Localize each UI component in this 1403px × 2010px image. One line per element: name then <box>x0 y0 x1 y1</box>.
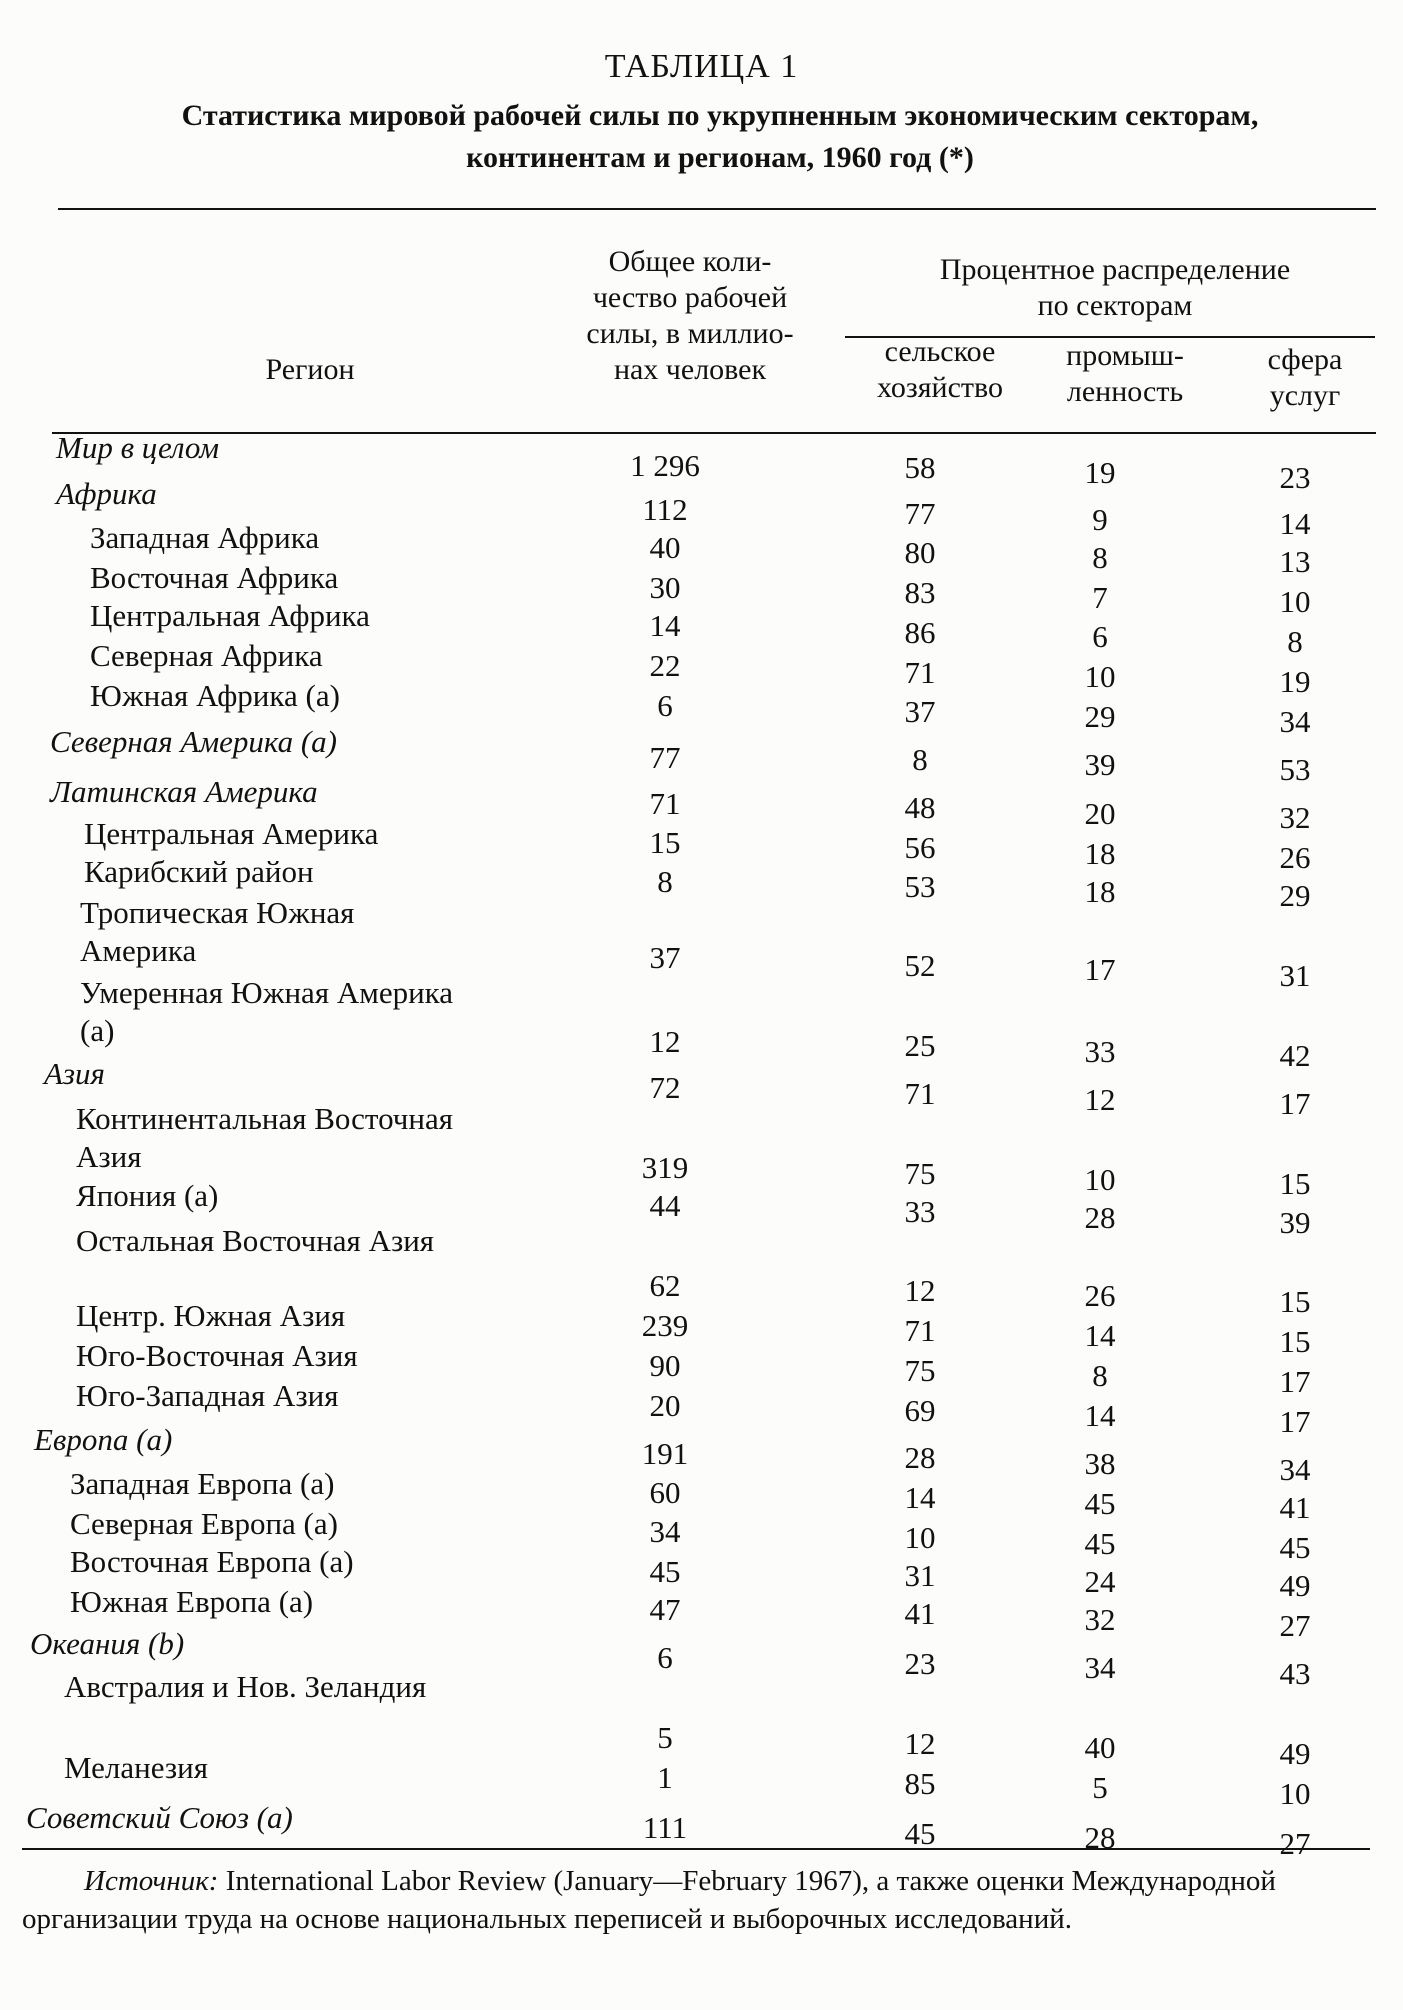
region-name: Восточная Европа (а) <box>70 1544 354 1579</box>
region-name: Африка <box>56 476 157 511</box>
table-title: ТАБЛИЦА 1 <box>604 48 799 85</box>
agriculture-share: 41 <box>904 1596 936 1631</box>
labor-force-total: 5 <box>657 1720 673 1755</box>
header-total-line-3: силы, в миллио- <box>586 317 794 350</box>
services-share: 29 <box>1279 878 1311 913</box>
header-distribution-line-1: Процентное распределение <box>939 253 1291 286</box>
subtitle-line-1: Статистика мировой рабочей силы по укрупненным экономическим секторам, <box>181 99 1259 132</box>
region-name: Южная Африка (а) <box>90 678 340 713</box>
industry-share: 39 <box>1084 747 1116 782</box>
industry-share: 17 <box>1084 952 1116 987</box>
industry-share: 33 <box>1084 1034 1116 1069</box>
industry-share: 29 <box>1084 699 1116 734</box>
region-name: Центр. Южная Азия <box>76 1298 346 1333</box>
agriculture-share: 23 <box>904 1646 936 1681</box>
agriculture-share: 77 <box>904 496 936 531</box>
industry-share: 10 <box>1084 1162 1116 1197</box>
subtitle-line-2: континентам и регионам, 1960 год (*) <box>466 141 974 174</box>
bottom-rule <box>22 1848 1370 1850</box>
industry-share: 14 <box>1084 1398 1116 1433</box>
region-name: Япония (а) <box>76 1178 219 1213</box>
industry-share: 18 <box>1084 836 1116 871</box>
footnote-text: International Labor Review (January—February 1967), а также оценки Международной организации труда на основе национальных переписей и выборочных исследований. <box>22 1865 1276 1935</box>
industry-share: 28 <box>1084 1820 1116 1855</box>
services-share: 32 <box>1279 800 1311 835</box>
header-bottom-rule <box>52 432 1376 434</box>
agriculture-share: 75 <box>904 1353 936 1388</box>
region-name: Центральная Америка <box>84 816 379 851</box>
header-industry-line-1: промыш- <box>1066 339 1184 372</box>
industry-share: 28 <box>1084 1200 1116 1235</box>
agriculture-share: 48 <box>904 790 936 825</box>
services-share: 10 <box>1279 1776 1311 1811</box>
services-share: 17 <box>1279 1364 1311 1399</box>
industry-share: 5 <box>1092 1770 1108 1805</box>
labor-force-total: 60 <box>649 1475 681 1510</box>
agriculture-share: 10 <box>904 1520 936 1555</box>
industry-share: 20 <box>1084 796 1116 831</box>
header-total-line-4: нах человек <box>613 353 767 386</box>
header-agriculture <box>845 334 1035 406</box>
header-total <box>540 244 840 388</box>
services-share: 42 <box>1279 1038 1311 1073</box>
industry-share: 34 <box>1084 1650 1116 1685</box>
industry-share: 45 <box>1084 1486 1116 1521</box>
labor-force-total: 191 <box>641 1436 689 1471</box>
agriculture-share: 12 <box>904 1726 936 1761</box>
labor-force-total: 62 <box>649 1268 681 1303</box>
agriculture-share: 80 <box>904 535 936 570</box>
industry-share: 18 <box>1084 874 1116 909</box>
region-name: Европа (а) <box>34 1422 173 1457</box>
labor-force-total: 1 296 <box>630 448 700 483</box>
services-share: 15 <box>1279 1166 1311 1201</box>
agriculture-share: 58 <box>904 450 936 485</box>
agriculture-share: 75 <box>904 1156 936 1191</box>
region-name: Тропическая Южная Америка <box>80 895 355 968</box>
industry-share: 45 <box>1084 1526 1116 1561</box>
agriculture-share: 28 <box>904 1440 936 1475</box>
top-rule <box>58 208 1376 210</box>
labor-force-total: 90 <box>649 1348 681 1383</box>
industry-share: 26 <box>1084 1278 1116 1313</box>
agriculture-share: 69 <box>904 1393 936 1428</box>
region-name: Западная Африка <box>90 520 320 555</box>
services-share: 43 <box>1279 1656 1311 1691</box>
region-name: Западная Европа (а) <box>70 1466 335 1501</box>
labor-force-total: 40 <box>649 530 681 565</box>
labor-force-total: 8 <box>657 864 673 899</box>
region-name: Океания (b) <box>30 1626 185 1661</box>
header-industry-line-2: ленность <box>1066 375 1184 408</box>
region-name: Восточная Африка <box>90 560 339 595</box>
labor-force-total: 37 <box>649 940 681 975</box>
industry-share: 19 <box>1084 455 1116 490</box>
labor-force-total: 22 <box>649 648 681 683</box>
services-share: 34 <box>1279 1452 1311 1487</box>
services-share: 31 <box>1279 958 1311 993</box>
agriculture-share: 45 <box>904 1816 936 1851</box>
footnote-label: Источник: <box>84 1865 219 1897</box>
industry-share: 24 <box>1084 1564 1116 1599</box>
labor-force-total: 6 <box>657 1640 673 1675</box>
services-share: 49 <box>1279 1736 1311 1771</box>
industry-share: 9 <box>1092 502 1108 537</box>
services-share: 15 <box>1279 1284 1311 1319</box>
services-share: 17 <box>1279 1086 1311 1121</box>
agriculture-share: 12 <box>904 1273 936 1308</box>
industry-share: 38 <box>1084 1446 1116 1481</box>
industry-share: 8 <box>1092 540 1108 575</box>
labor-force-total: 30 <box>649 570 681 605</box>
services-share: 8 <box>1287 624 1303 659</box>
industry-share: 8 <box>1092 1358 1108 1393</box>
services-share: 41 <box>1279 1490 1311 1525</box>
services-share: 19 <box>1279 664 1311 699</box>
labor-force-total: 34 <box>649 1514 681 1549</box>
labor-force-total: 44 <box>649 1188 681 1223</box>
header-agriculture-line-1: сельское <box>884 335 996 368</box>
industry-share: 40 <box>1084 1730 1116 1765</box>
source-footnote <box>22 1862 1352 1938</box>
table-subtitle <box>60 95 1380 179</box>
region-name: Остальная Восточная Азия <box>76 1223 435 1258</box>
labor-force-total: 319 <box>641 1150 689 1185</box>
labor-force-total: 6 <box>657 688 673 723</box>
services-share: 23 <box>1279 460 1311 495</box>
region-name: Советский Союз (а) <box>26 1800 293 1835</box>
header-distribution-line-2: по секторам <box>1037 289 1193 322</box>
services-share: 26 <box>1279 840 1311 875</box>
header-total-line-1: Общее коли- <box>608 245 772 278</box>
industry-share: 14 <box>1084 1318 1116 1353</box>
services-share: 34 <box>1279 704 1311 739</box>
industry-share: 10 <box>1084 659 1116 694</box>
services-share: 27 <box>1279 1608 1311 1643</box>
labor-force-total: 47 <box>649 1592 681 1627</box>
agriculture-share: 14 <box>904 1480 936 1515</box>
region-name: Мир в целом <box>56 430 220 465</box>
region-name: Карибский район <box>84 854 314 889</box>
labor-force-total: 14 <box>649 608 681 643</box>
agriculture-share: 71 <box>904 1313 936 1348</box>
industry-share: 7 <box>1092 580 1108 615</box>
region-name: Азия <box>44 1056 105 1091</box>
services-share: 39 <box>1279 1205 1311 1240</box>
services-share: 13 <box>1279 544 1311 579</box>
agriculture-share: 33 <box>904 1194 936 1229</box>
labor-force-total: 12 <box>649 1024 681 1059</box>
labor-force-total: 71 <box>649 786 681 821</box>
labor-force-total: 239 <box>641 1308 689 1343</box>
services-share: 45 <box>1279 1530 1311 1565</box>
header-industry <box>1035 338 1215 410</box>
labor-force-total: 45 <box>649 1554 681 1589</box>
region-name: Континентальная Восточная Азия <box>76 1101 453 1174</box>
header-services-line-1: сфера <box>1267 343 1343 376</box>
labor-force-total: 20 <box>649 1388 681 1423</box>
header-services <box>1230 342 1380 414</box>
agriculture-share: 53 <box>904 869 936 904</box>
agriculture-share: 85 <box>904 1766 936 1801</box>
labor-force-total: 1 <box>657 1760 673 1795</box>
services-share: 14 <box>1279 506 1311 541</box>
region-name: Умеренная Южная Америка (а) <box>80 975 454 1048</box>
region-name: Латинская Америка <box>50 774 318 809</box>
agriculture-share: 86 <box>904 615 936 650</box>
region-name: Северная Америка (а) <box>50 724 338 759</box>
services-share: 10 <box>1279 584 1311 619</box>
services-share: 15 <box>1279 1324 1311 1359</box>
labor-force-total: 77 <box>649 740 681 775</box>
services-share: 53 <box>1279 752 1311 787</box>
services-share: 49 <box>1279 1568 1311 1603</box>
agriculture-share: 25 <box>904 1028 936 1063</box>
region-name: Центральная Африка <box>90 598 370 633</box>
labor-force-total: 72 <box>649 1070 681 1105</box>
region-name: Северная Европа (а) <box>70 1506 338 1541</box>
region-name: Северная Африка <box>90 638 323 673</box>
industry-share: 6 <box>1092 619 1108 654</box>
region-name: Меланезия <box>64 1750 208 1785</box>
agriculture-share: 83 <box>904 575 936 610</box>
labor-force-total: 15 <box>649 825 681 860</box>
agriculture-share: 8 <box>912 742 928 777</box>
labor-force-total: 112 <box>642 492 688 527</box>
header-region: Регион <box>265 353 355 386</box>
agriculture-share: 52 <box>904 948 936 983</box>
services-share: 27 <box>1279 1826 1311 1861</box>
agriculture-share: 56 <box>904 830 936 865</box>
agriculture-share: 71 <box>904 655 936 690</box>
region-name: Австралия и Нов. Зеландия <box>64 1669 427 1704</box>
header-agriculture-line-2: хозяйство <box>877 371 1003 404</box>
header-total-line-2: чество рабочей <box>592 281 788 314</box>
header-services-line-2: услуг <box>1269 379 1341 412</box>
agriculture-share: 37 <box>904 694 936 729</box>
labor-force-total: 111 <box>642 1810 688 1845</box>
agriculture-share: 31 <box>904 1558 936 1593</box>
agriculture-share: 71 <box>904 1076 936 1111</box>
region-name: Юго-Восточная Азия <box>76 1338 358 1373</box>
region-name: Южная Европа (а) <box>70 1584 314 1619</box>
industry-share: 32 <box>1084 1602 1116 1637</box>
industry-share: 12 <box>1084 1082 1116 1117</box>
region-name: Юго-Западная Азия <box>76 1378 339 1413</box>
services-share: 17 <box>1279 1404 1311 1439</box>
header-distribution <box>860 252 1370 324</box>
